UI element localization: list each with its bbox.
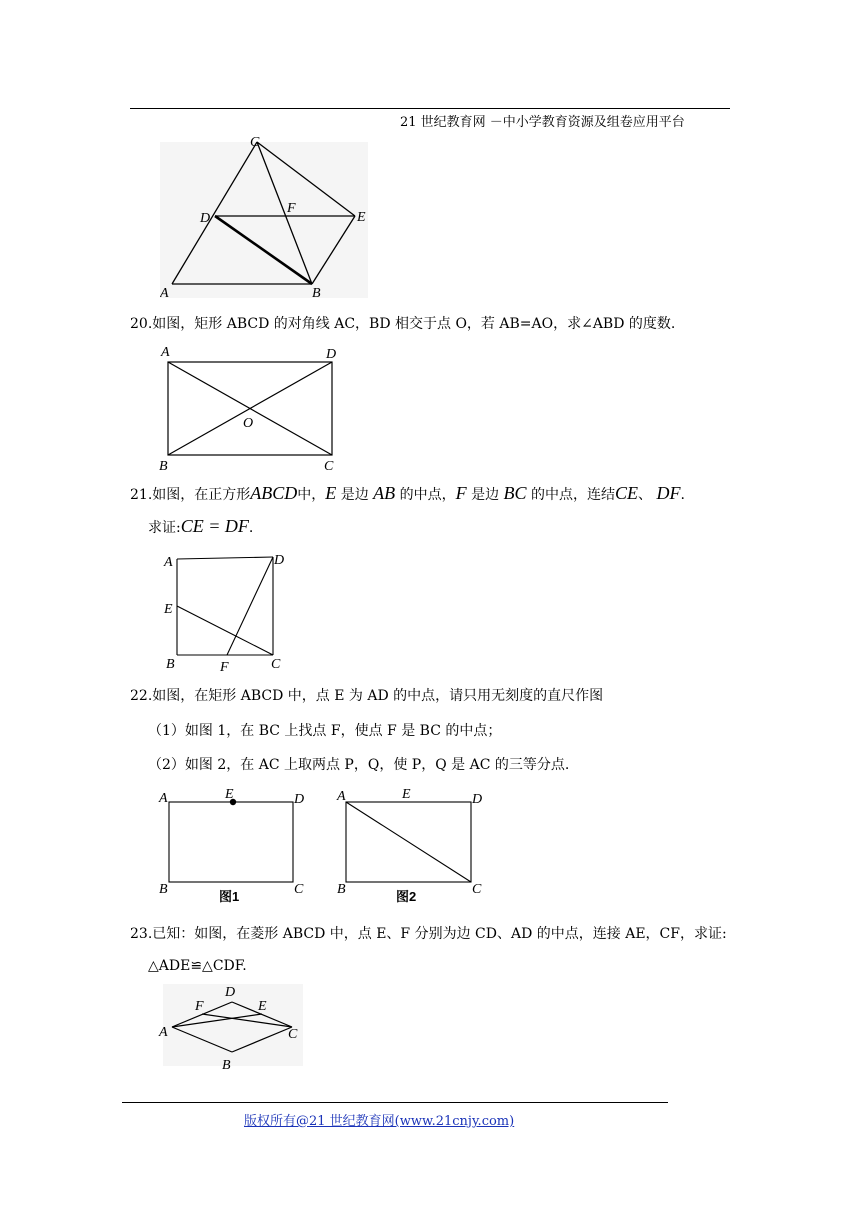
label-B: B	[166, 657, 175, 672]
label-F: F	[195, 999, 204, 1014]
label-A: A	[160, 286, 169, 300]
label-E: E	[164, 602, 173, 617]
question-21-text: 21.如图，在正方形ABCD中，E 是边 AB 的中点，F 是边 BC 的中点，连结CE、 DF.	[130, 483, 685, 503]
question-23-line2: △ADE≌△CDF.	[148, 958, 247, 974]
label-O: O	[243, 416, 254, 431]
label-D: D	[274, 553, 285, 568]
label-D: D	[472, 792, 483, 807]
figure-q20	[155, 342, 345, 474]
label-C: C	[294, 882, 304, 897]
label-E: E	[225, 787, 234, 802]
header-site-text: 21 世纪教育网 －中小学教育资源及组卷应用平台	[400, 115, 685, 130]
label-A: A	[337, 789, 346, 804]
figure-q22-2	[333, 784, 493, 906]
figure-q19	[160, 134, 372, 300]
label-D: D	[294, 792, 305, 807]
label-E: E	[402, 787, 411, 802]
label-C: C	[472, 882, 482, 897]
label-B: B	[159, 882, 168, 897]
footer-rule	[122, 1102, 668, 1103]
label-C: C	[324, 459, 334, 474]
label-F: F	[220, 660, 229, 674]
figure-q21	[160, 548, 292, 674]
question-22-part1: （1）如图 1，在 BC 上找点 F，使点 F 是 BC 的中点；	[148, 723, 502, 739]
label-A: A	[161, 345, 170, 360]
label-C: C	[288, 1027, 298, 1042]
figure-2-caption: 图2	[396, 889, 417, 904]
figure-q23	[155, 980, 305, 1072]
label-D: D	[200, 211, 211, 226]
question-22-part2: （2）如图 2，在 AC 上取两点 P，Q，使 P，Q 是 AC 的三等分点.	[148, 757, 570, 773]
label-B: B	[222, 1058, 231, 1072]
label-A: A	[159, 1025, 168, 1040]
label-A: A	[164, 555, 173, 570]
label-D: D	[326, 347, 337, 362]
question-21-proof: 求证:CE = DF.	[148, 516, 254, 536]
label-A: A	[159, 791, 168, 806]
question-23-text: 23.已知：如图，在菱形 ABCD 中，点 E、F 分别为边 CD、AD 的中点，连接 AE，CF，求证:	[130, 926, 727, 942]
question-22-text: 22.如图，在矩形 ABCD 中，点 E 为 AD 的中点，请只用无刻度的直尺作图	[130, 688, 604, 704]
label-B: B	[312, 286, 321, 300]
label-D: D	[225, 985, 236, 1000]
figure-1-caption: 图1	[219, 889, 240, 904]
label-E: E	[357, 210, 366, 225]
label-C: C	[271, 657, 281, 672]
footer-copyright-link[interactable]: 版权所有@21 世纪教育网(www.21cnjy.com)	[244, 1114, 515, 1129]
label-B: B	[159, 459, 168, 474]
label-E: E	[258, 999, 267, 1014]
label-F: F	[287, 201, 296, 216]
question-20-text: 20.如图，矩形 ABCD 的对角线 AC，BD 相交于点 O，若 AB=AO，求∠ABD 的度数.	[130, 316, 676, 332]
figure-q22-1	[155, 784, 315, 906]
header-rule	[130, 108, 730, 109]
label-B: B	[337, 882, 346, 897]
label-C: C	[250, 135, 260, 150]
